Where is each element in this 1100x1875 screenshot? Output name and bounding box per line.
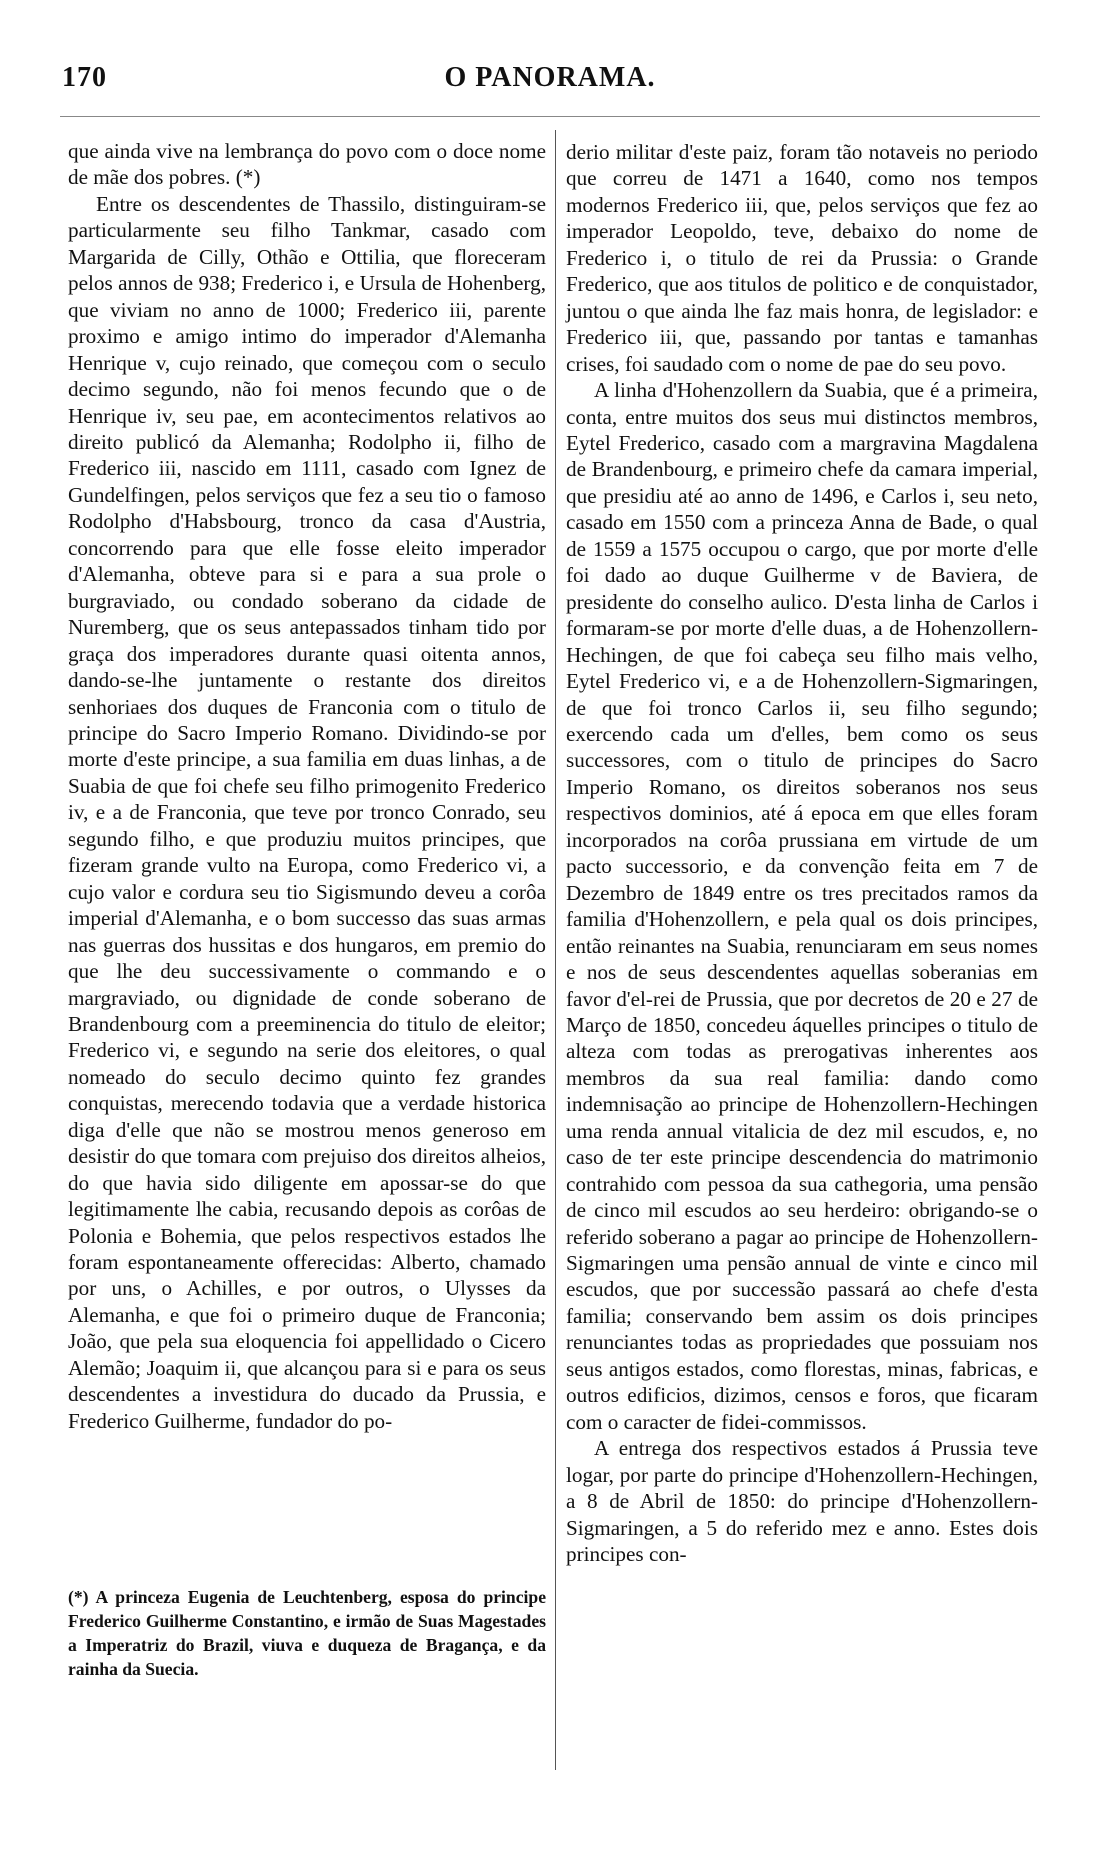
right-paragraph-2: A linha d'Hohenzollern da Suabia, que é a primeira, conta, entre muitos dos seus mui distinctos membros, Eytel Frederico, casado com a margravina Magdalena de Brandenbourg, e primeiro chefe da camara imperial, que presidiu até ao anno de 1496, e Carlos i, seu neto, casado em 1550 com a princeza Anna de Bade, o qual de 1559 a 1575 occupou o cargo, que por morte d'elle foi dado ao duque Guilherme v de Baviera, de presidente do conselho aulico. D'esta linha de Carlos i formaram-se por morte d'elle duas, a de Hohenzollern-Hechingen, de que foi cabeça seu filho mais velho, Eytel Frederico vi, e a de Hohenzollern-Sigmaringen, de que foi tronco Carlos ii, seu filho segundo; exercendo cada um d'elles, bem como os seus successores, com o titulo de principes do Sacro Imperio Romano, os direitos soberanos nos seus respectivos dominios, até á epoca em que elles foram incorporados na corôa prussiana em virtude de um pacto successorio, e da convenção feita em 7 de Dezembro de 1849 entre os tres precitados ramos da familia d'Hohenzollern, e pela qual os dois principes, então reinantes na Suabia, renunciaram em seus nomes e nos de seus descendentes aquellas soberanias em favor d'el-rei de Prussia, que por decretos de 20 e 27 de Março de 1850, concedeu áquelles principes o titulo de alteza com todas as prerogativas inherentes aos membros da sua real familia: dando como indemnisação ao principe de Hohenzollern-Hechingen uma renda annual vitalicia de dez mil escudos, e, no caso de ter este principe descendencia do matrimonio contrahido com pessoa da sua cathegoria, uma pensão de cinco mil escudos ao seu herdeiro: obrigando-se o referido soberano a pagar ao principe de Hohenzollern-Sigmaringen uma pensão annual de vinte e cinco mil escudos, que por successão passará ao chefe d'esta familia; conservando bem assim os dois principes renunciantes todas as propriedades que possuiam nos seus antigos estados, como florestas, minas, fabricas, e outros edificios, dizimos, censos e foros, que ficaram com o caracter de fidei-commissos.	[566, 378, 1038, 1434]
column-divider	[555, 130, 556, 1770]
right-column	[566, 139, 1038, 1567]
header-rule	[60, 116, 1040, 117]
right-paragraph-3: A entrega dos respectivos estados á Prussia teve logar, por parte do principe d'Hohenzollern-Hechingen, a 8 de Abril de 1850: do principe d'Hohenzollern-Sigmaringen, a 5 do referido mez e anno. Estes dois principes con-	[566, 1436, 1038, 1567]
footnote-text: (*) A princeza Eugenia de Leuchtenberg, esposa do principe Frederico Guilherme Constantino, e irmão de Suas Magestades a Imperatriz do Brazil, viuva e duqueza de Bragança, e da rainha da Suecia.	[68, 1587, 546, 1679]
left-paragraph-1: que ainda vive na lembrança do povo com o doce nome de mãe dos pobres. (*)	[68, 139, 546, 190]
left-paragraph-2: Entre os descendentes de Thassilo, distinguiram-se particularmente seu filho Tankmar, casado com Margarida de Cilly, Othão e Ottilia, que floreceram pelos annos de 938; Frederico i, e Ursula de Hohenberg, que viviam no anno de 1000; Frederico iii, parente proximo e amigo intimo do imperador d'Alemanha Henrique v, cujo reinado, que começou com o seculo decimo segundo, não foi menos fecundo que o de Henrique iv, seu pae, em acontecimentos relativos ao direito publicó da Alemanha; Rodolpho ii, filho de Frederico iii, nascido em 1111, casado com Ignez de Gundelfingen, pelos serviços que fez a seu tio o famoso Rodolpho d'Habsbourg, tronco da casa d'Austria, concorrendo para que elle fosse eleito imperador d'Alemanha, obteve para si e para a sua prole o burgraviado, ou condado soberano da cidade de Nuremberg, que os seus antepassados tinham tido por graça dos imperadores durante quasi oitenta annos, dando-se-lhe juntamente o restante dos direitos senhoriaes dos duques de Franconia com o titulo de principe do Sacro Imperio Romano. Dividindo-se por morte d'este principe, a sua familia em duas linhas, a de Suabia de que foi chefe seu filho primogenito Frederico iv, e a de Franconia, que teve por tronco Conrado, seu segundo filho, e que produziu muitos principes, que fizeram grande vulto na Europa, como Frederico vi, a cujo valor e cordura seu tio Sigismundo deveu a corôa imperial d'Alemanha, e o bom successo das suas armas nas guerras dos hussitas e dos hungaros, em premio do que lhe deu successivamente o commando e o margraviado, ou dignidade de conde soberano de Brandenbourg com a preeminencia do titulo de eleitor; Frederico vi, e segundo na serie dos eleitores, o qual nomeado do seculo decimo quinto fez grandes conquistas, merecendo todavia que a verdade historica diga d'elle que não se mostrou menos generoso em desistir do que tomara com prejuiso dos direitos alheios, do que havia sido diligente em apossar-se do que legitimamente lhe cabia, recusando depois as corôas de Polonia e Bohemia, que pelos respectivos estados lhe foram espontaneamente offerecidas: Alberto, chamado por uns, o Achilles, e por outros, o Ulysses da Alemanha, e que foi o primeiro duque de Franconia; João, que pela sua eloquencia foi appellidado o Cicero Alemão; Joaquim ii, que alcançou para si e para os seus descendentes a investidura do ducado da Prussia, e Frederico Guilherme, fundador do po-	[68, 191, 546, 1433]
right-paragraph-1: derio militar d'este paiz, foram tão notaveis no periodo que correu de 1471 a 1640, como nos tempos modernos Frederico iii, que, pelos serviços que fez ao imperador Leopoldo, teve, debaixo do nome de Frederico i, o titulo de rei da Prussia: o Grande Frederico, que aos titulos de politico e de conquistador, juntou o que ainda lhe faz mais honra, de legislador: e Frederico iii, que, passando por tantas e tamanhas crises, foi saudado com o nome de pae do seu povo.	[566, 140, 1038, 376]
footnote	[68, 1585, 546, 1681]
journal-title: O PANORAMA.	[444, 62, 656, 93]
left-column	[68, 138, 546, 1434]
page-number: 170	[62, 62, 107, 93]
page-header	[60, 62, 1040, 102]
